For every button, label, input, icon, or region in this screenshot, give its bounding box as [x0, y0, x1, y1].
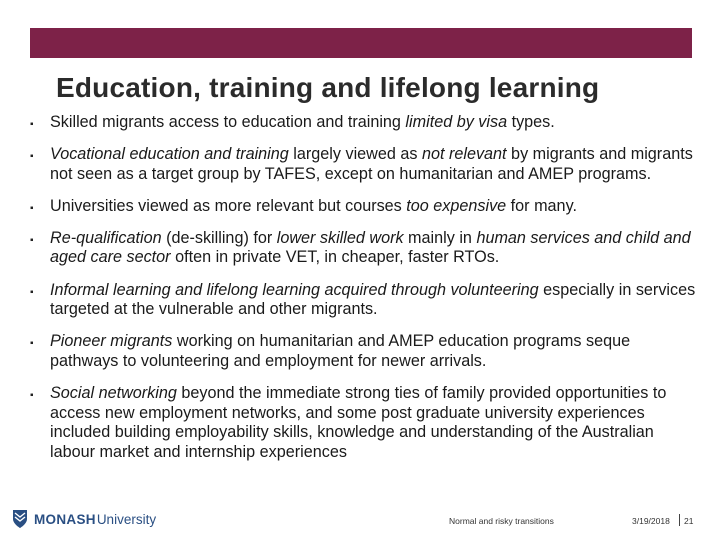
bullet-text: by migrants and migrants not seen as a target group by TAFES, except on humanitarian and AMEP programs. — [50, 145, 693, 183]
bullet-item — [30, 145, 700, 184]
footer-divider — [679, 514, 680, 526]
bullet-text: mainly in — [403, 228, 477, 247]
page-number: 21 — [684, 516, 694, 526]
square-bullet-icon: ▪ — [30, 202, 34, 214]
bullet-text: largely viewed as — [288, 145, 422, 164]
bullet-text: (de-skilling) for — [161, 228, 277, 247]
square-bullet-icon: ▪ — [30, 234, 34, 246]
bullet-text-italic: Informal learning and lifelong learning acquired through volunteering — [50, 280, 539, 299]
bullet-item — [30, 281, 700, 320]
bullet-text-italic: Re-qualification — [50, 228, 162, 247]
footer-date: 3/19/2018 — [632, 516, 670, 526]
bullet-text: working on humanitarian and AMEP education programs seque pathways to volunteering and employment for newer arrivals. — [50, 332, 631, 370]
bullet-text-italic: lower skilled work — [276, 228, 404, 247]
header-band — [30, 28, 692, 58]
bullet-item — [30, 332, 700, 371]
bullet-text: types. — [507, 113, 555, 131]
square-bullet-icon: ▪ — [30, 389, 34, 401]
bullet-text: often in private VET, in cheaper, faster RTOs. — [170, 248, 500, 267]
monash-logo — [12, 508, 156, 530]
bullet-text-italic: Social networking — [50, 383, 177, 402]
monash-shield-icon — [12, 509, 28, 529]
bullet-item — [30, 229, 700, 268]
footer-presentation-title: Normal and risky transitions — [449, 516, 554, 526]
square-bullet-icon: ▪ — [30, 338, 34, 350]
bullet-text-italic: Pioneer migrants — [50, 332, 173, 351]
bullet-text: Skilled migrants access to education and training — [50, 113, 406, 131]
square-bullet-icon: ▪ — [30, 119, 34, 130]
square-bullet-icon: ▪ — [30, 286, 34, 298]
bullet-text-italic: limited by visa — [405, 113, 508, 131]
bullet-text-italic: Vocational education and training — [50, 145, 289, 164]
bullet-item — [30, 197, 700, 217]
bullet-item — [30, 113, 700, 133]
logo-wordmark-bold: MONASH — [34, 511, 96, 527]
bullet-text: for many. — [506, 196, 577, 215]
logo-wordmark-regular: University — [96, 511, 157, 527]
slide-footer — [0, 505, 720, 535]
bullet-text-italic: human services and child and aged care sector — [50, 228, 691, 267]
bullet-text-italic: not relevant — [421, 145, 507, 164]
square-bullet-icon: ▪ — [30, 151, 34, 163]
bullet-list — [30, 113, 700, 462]
bullet-text: Universities viewed as more relevant but courses — [50, 196, 407, 215]
bullet-text: especially in services targeted at the vulnerable and other migrants. — [50, 280, 696, 319]
bullet-item — [30, 384, 700, 462]
bullet-text-italic: too expensive — [406, 196, 507, 215]
slide-title: Education, training and lifelong learning — [56, 72, 600, 103]
bullet-text: beyond the immediate strong ties of family provided opportunities to access new employment networks, and some post graduate university experiences included building employability skills, knowledge and understanding of the Australian labour market and internship experiences — [50, 383, 667, 461]
